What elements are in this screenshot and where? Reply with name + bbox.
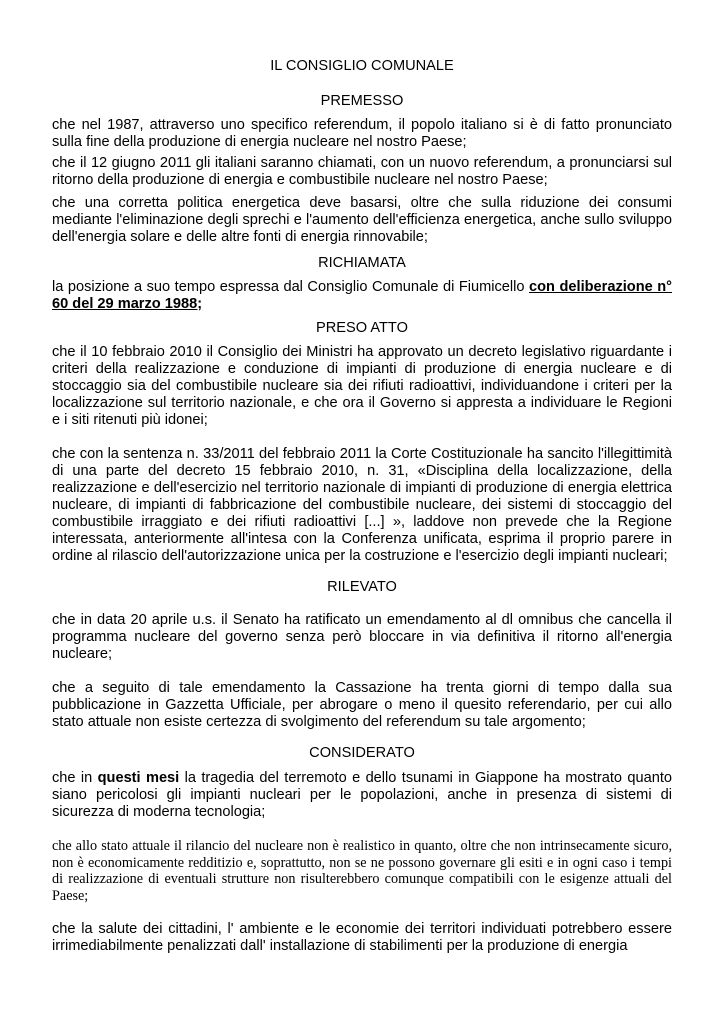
- considerato-p1-rest: la tragedia del terremoto e dello tsunami in Giappone ha mostrato quanto siano pericolosi gli impianti nucleari per le popolazioni, anche in presenza di sistemi di sicurezza di moderna tecnologia;: [52, 770, 672, 820]
- richiamata-text: la posizione a suo tempo espressa dal Consiglio Comunale di Fiumicello: [52, 279, 530, 295]
- heading-considerato: CONSIDERATO: [309, 745, 415, 761]
- preso-atto-paragraph-1: che il 10 febbraio 2010 il Consiglio dei Ministri ha approvato un decreto legislativo riguardante i criteri della realizzazione e conduzione di impianti di produzione di energia nucleare e di stoccaggio sia del combustibile nucleare sia dei rifiuti radioattivi, individuandone i criteri per la localizzazione sul territorio nazionale, e che ora il Governo si appresta a individuare le Regioni e i siti ritenuti più idonei;: [52, 344, 672, 428]
- rilevato-paragraph-2: che a seguito di tale emendamento la Cassazione ha trenta giorni di tempo dalla sua pubblicazione in Gazzetta Ufficiale, per abrogare o meno il quesito referendario, per cui allo stato attuale non esiste certezza di svolgimento del referendum su tale argomento;: [52, 680, 672, 730]
- considerato-paragraph-1: [52, 770, 672, 821]
- premesso-paragraph-2: che il 12 giugno 2011 gli italiani saranno chiamati, con un nuovo referendum, a pronunciarsi sul ritorno della produzione di energia e combustibile nucleare nel nostro Paese;: [52, 155, 672, 188]
- richiamata-paragraph: [52, 279, 672, 313]
- document-title: IL CONSIGLIO COMUNALE: [270, 58, 454, 74]
- heading-rilevato: RILEVATO: [327, 579, 397, 595]
- rilevato-paragraph-1: che in data 20 aprile u.s. il Senato ha ratificato un emendamento al dl omnibus che cancella il programma nucleare del governo senza però bloccare in via definitiva il ritorno all'energia nucleare;: [52, 612, 672, 662]
- heading-premesso: PREMESSO: [320, 93, 404, 109]
- heading-richiamata: RICHIAMATA: [318, 255, 406, 271]
- preso-atto-paragraph-2: che con la sentenza n. 33/2011 del febbraio 2011 la Corte Costituzionale ha sancito l'illegittimità di una parte del decreto 15 febbraio 2010, n. 31, «Disciplina della localizzazione, della realizzazione e dell'esercizio nel territorio nazionale di impianti di produzione di energia elettrica nucleare, di impianti di fabbricazione del combustibile nucleare, dei sistemi di stoccaggio del combustibile irraggiato e dei rifiuti radioattivi [...] », laddove non prevede che la Regione interessata, anteriormente all'intesa con la Conferenza unificata, esprima il proprio parere in ordine al rilascio dell'autorizzazione unica per la costruzione e l'esercizio degli impianti nucleari;: [52, 446, 672, 564]
- premesso-paragraph-1: che nel 1987, attraverso uno specifico referendum, il popolo italiano si è di fatto pronunciato sulla fine della produzione di energia nucleare nel nostro Paese;: [52, 117, 672, 150]
- considerato-p1-emphasis: questi mesi: [97, 770, 180, 786]
- considerato-paragraph-2: che allo stato attuale il rilancio del nucleare non è realistico in quanto, oltre che non intrinsecamente sicuro, non è economicamente redditizio e, soprattutto, non se ne possono governare gli esiti e in ogni caso i tempi di realizzazione di eventuali strutture non risulterebbero comunque compatibili con le esigenze attuali del Paese;: [52, 838, 672, 904]
- considerato-p1-start: che in: [52, 770, 98, 786]
- considerato-paragraph-3: che la salute dei cittadini, l' ambiente e le economie dei territori individuati potrebbero essere irrimediabilmente penalizzati dall' installazione di stabilimenti per la produzione di energia: [52, 921, 672, 954]
- richiamata-deliberation-reference: con deliberazione n° 60 del 29 marzo 1988;: [52, 279, 672, 312]
- premesso-paragraph-3: che una corretta politica energetica deve basarsi, oltre che sulla riduzione dei consumi mediante l'eliminazione degli sprechi e l'aumento dell'efficienza energetica, anche sullo sviluppo dell'energia solare e delle altre fonti di energia rinnovabile;: [52, 195, 672, 245]
- heading-preso-atto: PRESO ATTO: [316, 320, 408, 336]
